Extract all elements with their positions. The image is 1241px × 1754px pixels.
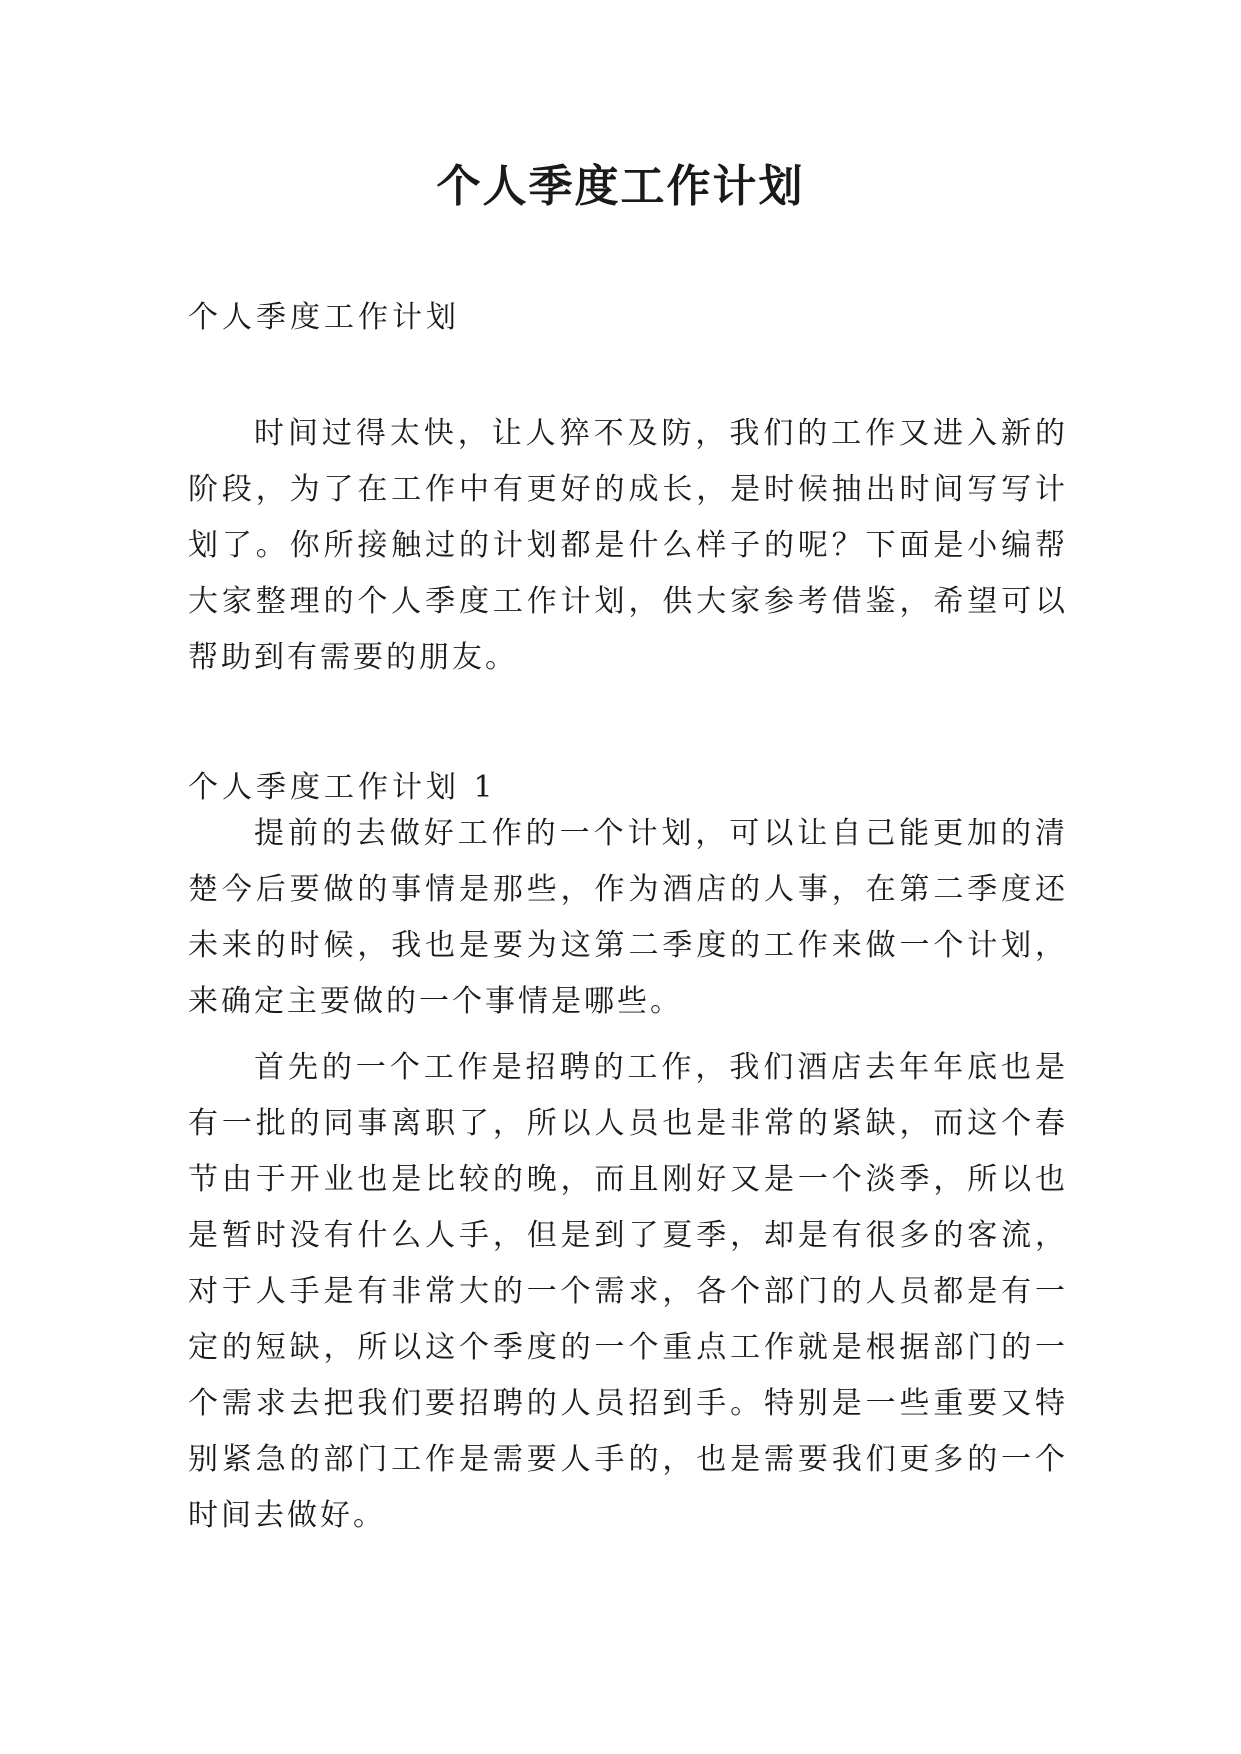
section-1-heading: 个人季度工作计划 1 xyxy=(188,770,497,805)
section-1-paragraph-1: 提前的去做好工作的一个计划，可以让自己能更加的清楚今后要做的事情是那些，作为酒店的人事，在第二季度还未来的时候，我也是要为这第二季度的工作来做一个计划，来确定主要做的一个事情是哪些。 xyxy=(188,816,1068,1019)
document-subtitle: 个人季度工作计划 xyxy=(188,300,460,335)
document-title: 个人季度工作计划 xyxy=(436,161,805,212)
section-1-paragraph-2: 首先的一个工作是招聘的工作，我们酒店去年年底也是有一批的同事离职了，所以人员也是非常的紧缺，而这个春节由于开业也是比较的晚，而且刚好又是一个淡季，所以也是暂时没有什么人手，但是到了夏季，却是有很多的客流，对于人手是有非常大的一个需求，各个部门的人员都是有一定的短缺，所以这个季度的一个重点工作就是根据部门的一个需求去把我们要招聘的人员招到手。特别是一些重要又特别紧急的部门工作是需要人手的，也是需要我们更多的一个时间去做好。 xyxy=(188,1050,1068,1533)
intro-paragraph: 时间过得太快，让人猝不及防，我们的工作又进入新的阶段，为了在工作中有更好的成长，是时候抽出时间写写计划了。你所接触过的计划都是什么样子的呢？下面是小编帮大家整理的个人季度工作计划，供大家参考借鉴，希望可以帮助到有需要的朋友。 xyxy=(188,416,1068,675)
